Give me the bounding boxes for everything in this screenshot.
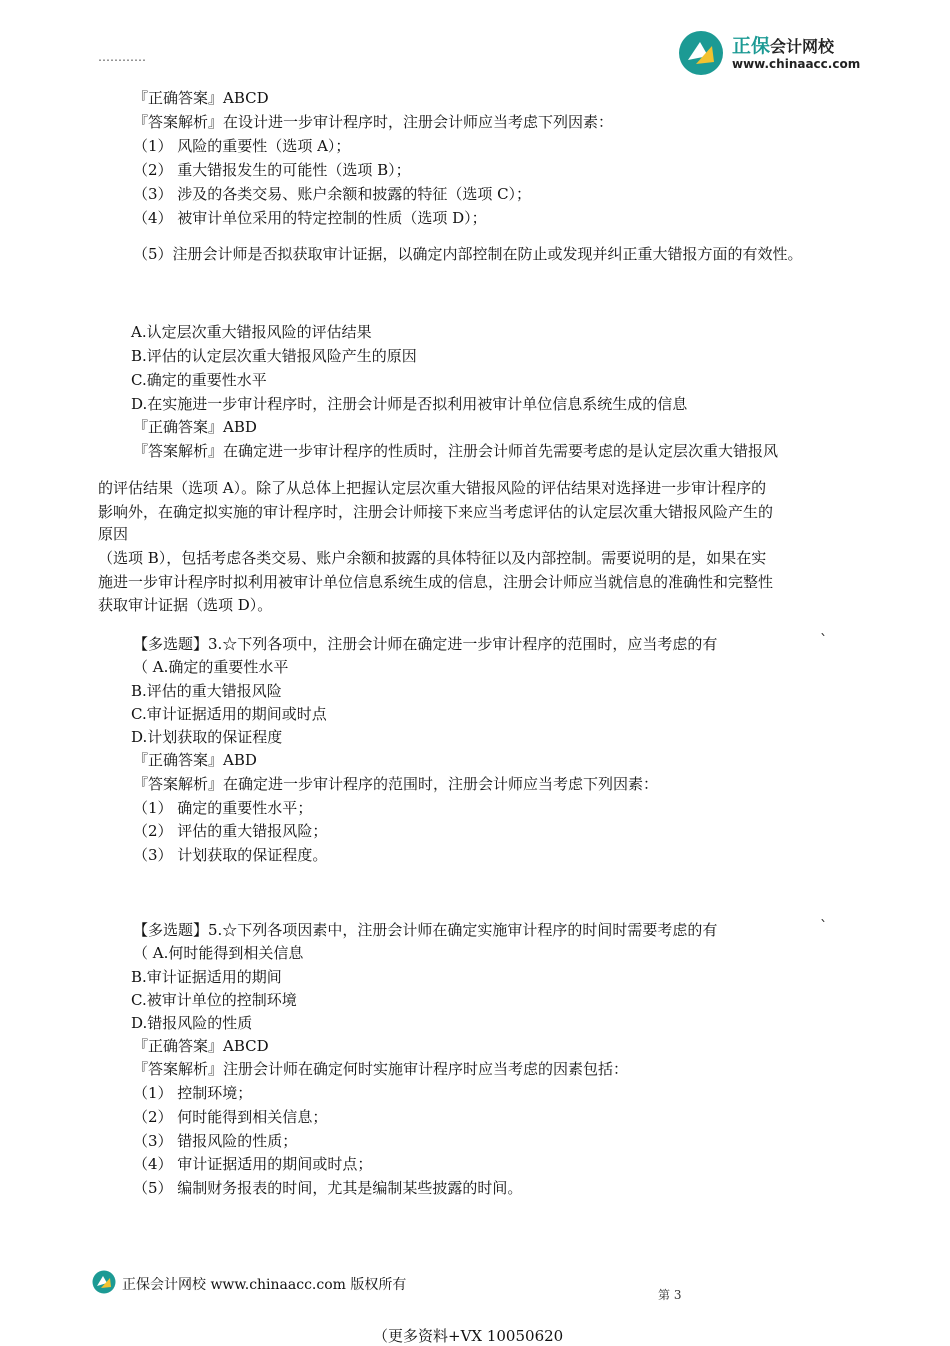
list-item: （3） 错报风险的性质； — [133, 1132, 298, 1150]
list-item: （2） 评估的重大错报风险； — [133, 822, 328, 840]
analysis-line: 获取审计证据（选项 D）。 — [98, 596, 273, 614]
analysis-line: 的评估结果（选项 A）。除了从总体上把握认定层次重大错报风险的评估结果对选择进一步审计程序的 — [98, 479, 767, 497]
analysis-line: 原因 — [98, 525, 129, 543]
option-d: D.在实施进一步审计程序时，注册会计师是否拟利用被审计单位信息系统生成的信息 — [131, 395, 688, 413]
list-item: （4） 审计证据适用的期间或时点； — [133, 1155, 373, 1173]
analysis-line: 『答案解析』注册会计师在确定何时实施审计程序时应当考虑的因素包括： — [133, 1060, 629, 1078]
option-c: C.确定的重要性水平 — [131, 371, 267, 389]
option-a: （ A.确定的重要性水平 — [133, 658, 289, 676]
question-title: 【多选题】3.☆下列各项中，注册会计师在确定进一步审计程序的范围时，应当考虑的有 — [133, 635, 718, 653]
brand-logo — [678, 28, 868, 78]
analysis-line: 施进一步审计程序时拟利用被审计单位信息系统生成的信息，注册会计师应当就信息的准确性和完整性 — [98, 573, 774, 591]
bottom-note: （更多资料+VX 10050620 — [373, 1327, 564, 1345]
brand-badge-icon — [678, 30, 724, 76]
analysis-line: 『答案解析』在确定进一步审计程序的性质时，注册会计师首先需要考虑的是认定层次重大错报风 — [133, 442, 779, 460]
footer-logo-icon — [92, 1270, 116, 1294]
page-number: 第 3 — [658, 1288, 682, 1302]
list-item: （5） 编制财务报表的时间，尤其是编制某些披露的时间。 — [133, 1179, 523, 1197]
option-b: B.评估的认定层次重大错报风险产生的原因 — [131, 347, 417, 365]
option-c: C.审计证据适用的期间或时点 — [131, 705, 327, 723]
list-item: （4） 被审计单位采用的特定控制的性质（选项 D）； — [133, 209, 487, 227]
list-item: （1） 风险的重要性（选项 A）； — [133, 137, 351, 155]
footer-copyright: 正保会计网校 www.chinaacc.com 版权所有 — [122, 1277, 407, 1293]
analysis-line: 『答案解析』在确定进一步审计程序的范围时，注册会计师应当考虑下列因素： — [133, 775, 659, 793]
option-b: B.评估的重大错报风险 — [131, 682, 282, 700]
header-fragment: ………… — [98, 50, 146, 64]
option-a: （ A.何时能得到相关信息 — [133, 944, 304, 962]
list-item: （1） 控制环境； — [133, 1084, 253, 1102]
option-a: A.认定层次重大错报风险的评估结果 — [131, 323, 372, 341]
brand-url: www.chinaacc.com — [732, 57, 861, 71]
option-d: D.计划获取的保证程度 — [131, 728, 283, 746]
list-item: （3） 计划获取的保证程度。 — [133, 846, 328, 864]
question-tick: ` — [820, 631, 828, 649]
analysis-line: 『答案解析』在设计进一步审计程序时，注册会计师应当考虑下列因素： — [133, 113, 614, 131]
analysis-line: （选项 B），包括考虑各类交易、账户余额和披露的具体特征以及内部控制。需要说明的是，如果在实 — [98, 549, 767, 567]
question-tick: ` — [820, 917, 828, 935]
question-title: 【多选题】5.☆下列各项因素中，注册会计师在确定实施审计程序的时间时需要考虑的有 — [133, 921, 718, 939]
answer-line: 『正确答案』ABD — [133, 418, 257, 436]
list-item: （2） 何时能得到相关信息； — [133, 1108, 328, 1126]
option-c: C.被审计单位的控制环境 — [131, 991, 297, 1009]
list-item: （3） 涉及的各类交易、账户余额和披露的特征（选项 C）； — [133, 185, 532, 203]
answer-line: 『正确答案』ABCD — [133, 1037, 269, 1055]
answer-line: 『正确答案』ABCD — [133, 89, 269, 107]
list-item: （2） 重大错报发生的可能性（选项 B）； — [133, 161, 411, 179]
option-d: D.错报风险的性质 — [131, 1014, 253, 1032]
list-item: （5）注册会计师是否拟获取审计证据，以确定内部控制在防止或发现并纠正重大错报方面的有效性。 — [133, 245, 803, 263]
list-item: （1） 确定的重要性水平； — [133, 799, 313, 817]
analysis-line: 影响外，在确定拟实施的审计程序时，注册会计师接下来应当考虑评估的认定层次重大错报风险产生的 — [98, 503, 774, 521]
answer-line: 『正确答案』ABD — [133, 751, 257, 769]
brand-name: 正保会计网校 — [732, 35, 835, 57]
option-b: B.审计证据适用的期间 — [131, 968, 282, 986]
